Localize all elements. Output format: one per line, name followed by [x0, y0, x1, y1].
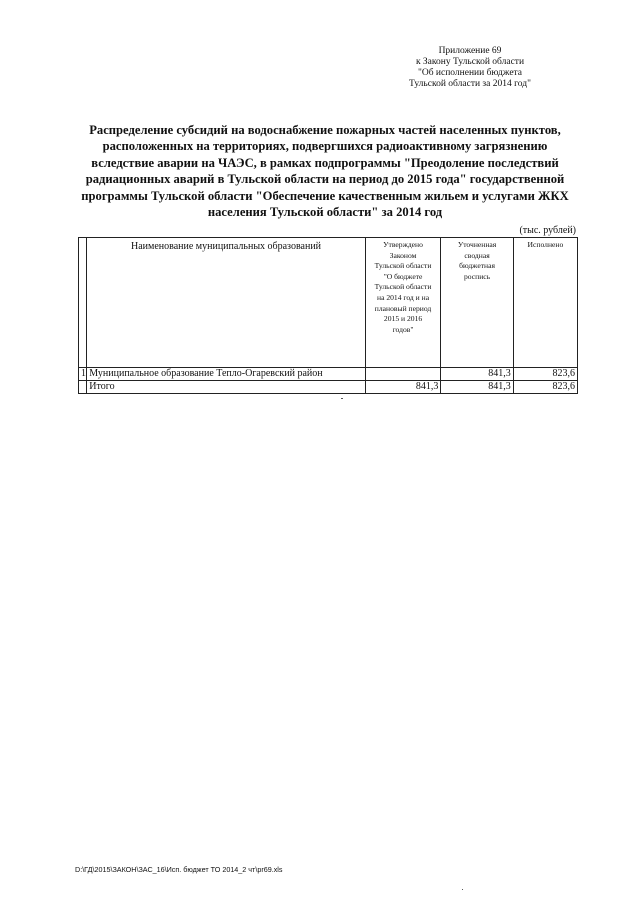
- appendix-line: "Об исполнении бюджета: [417, 68, 523, 78]
- total-revised: 841,3: [441, 381, 513, 394]
- title-line: расположенных на территориях, подвергшихся радиоактивному загрязнению: [102, 139, 548, 154]
- row-executed: 823,6: [513, 368, 577, 381]
- document-title: [60, 122, 590, 220]
- header-name: Наименование муниципальных образований: [87, 238, 365, 368]
- appendix-block: [395, 46, 545, 90]
- row-name: Муниципальное образование Тепло-Огаревский район: [87, 368, 365, 381]
- total-approved: 841,3: [365, 381, 441, 394]
- total-num: [79, 381, 87, 394]
- scan-speck: [341, 398, 343, 399]
- title-line: вследствие аварии на ЧАЭС, в рамках подпрограммы "Преодоление последствий: [91, 155, 559, 170]
- total-executed: 823,6: [513, 381, 577, 394]
- row-num: 1: [79, 368, 87, 381]
- units-label: (тыс. рублей): [519, 225, 576, 236]
- header-approved: Утверждено Законом Тульской области "О бюджете Тульской области на 2014 год и на плановый период 2015 и 2016 годов": [365, 238, 441, 368]
- subsidy-table: [78, 237, 578, 394]
- appendix-line: к Закону Тульской области: [415, 57, 525, 67]
- table-total-row: [79, 381, 578, 394]
- total-label: Итого: [87, 381, 365, 394]
- row-approved: [365, 368, 441, 381]
- header-num: [79, 238, 87, 368]
- header-executed: Исполнено: [513, 238, 577, 368]
- appendix-line: Тульской области за 2014 год": [409, 79, 531, 89]
- table-row: [79, 368, 578, 381]
- title-line: радиационных аварий в Тульской области на период до 2015 года" государственной: [85, 172, 565, 187]
- title-line: Распределение субсидий на водоснабжение пожарных частей населенных пунктов,: [89, 123, 561, 137]
- scan-speck: [462, 889, 463, 890]
- title-line: программы Тульской области "Обеспечение качественным жильем и услугами ЖКХ: [81, 188, 569, 203]
- header-revised: Уточненная сводная бюджетная роспись: [441, 238, 513, 368]
- appendix-line: Приложение 69: [438, 46, 502, 56]
- title-line: населения Тульской области" за 2014 год: [207, 205, 443, 220]
- row-revised: 841,3: [441, 368, 513, 381]
- file-path-footer: D:\ГД\2015\ЗАКОН\ЗАС_16\Исп. бюджет ТО 2014_2 чт\pr69.xls: [75, 865, 283, 874]
- table-header-row: [79, 238, 578, 368]
